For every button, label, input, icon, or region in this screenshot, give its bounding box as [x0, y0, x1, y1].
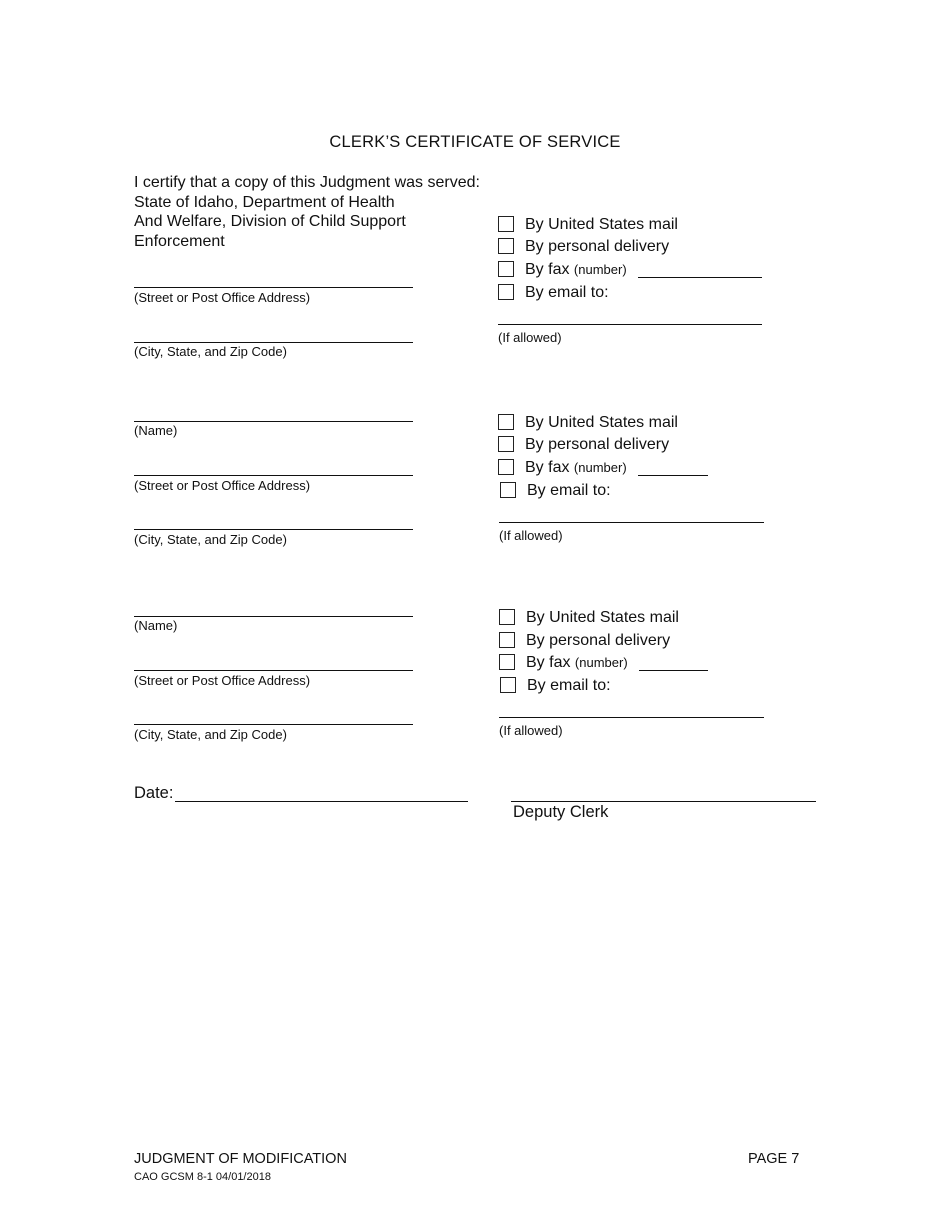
fax-label	[526, 654, 628, 672]
certification-statement	[134, 173, 480, 251]
name-caption: (Name)	[134, 423, 178, 438]
date-line[interactable]	[175, 801, 468, 802]
city-state-zip-caption: (City, State, and Zip Code)	[134, 344, 287, 359]
personal-delivery-label: By personal delivery	[526, 632, 671, 649]
fax-label	[525, 459, 627, 477]
fax-checkbox[interactable]	[498, 459, 514, 475]
street-address-caption: (Street or Post Office Address)	[134, 673, 311, 688]
city-state-zip-line[interactable]	[134, 342, 413, 343]
personal-delivery-checkbox[interactable]	[499, 632, 515, 648]
if-allowed-caption: (If allowed)	[498, 330, 562, 345]
fax-number-caption: (number)	[574, 655, 628, 670]
street-address-line[interactable]	[134, 475, 413, 476]
recipient-line: Enforcement	[134, 232, 225, 250]
fax-text: By fax	[525, 261, 570, 278]
us-mail-label: By United States mail	[525, 414, 678, 431]
email-address-line[interactable]	[499, 522, 764, 523]
fax-checkbox[interactable]	[498, 261, 514, 277]
fax-text: By fax	[525, 459, 570, 476]
street-address-caption: (Street or Post Office Address)	[134, 290, 311, 305]
recipient-line: State of Idaho, Department of Health	[134, 193, 395, 211]
us-mail-checkbox[interactable]	[498, 414, 514, 430]
fax-checkbox[interactable]	[499, 654, 515, 670]
certificate-title: CLERK’S CERTIFICATE OF SERVICE	[329, 133, 621, 151]
recipient-line: And Welfare, Division of Child Support	[134, 213, 406, 230]
city-state-zip-caption: (City, State, and Zip Code)	[134, 727, 287, 742]
page-number: PAGE 7	[748, 1151, 800, 1167]
fax-label	[525, 261, 627, 279]
name-line[interactable]	[134, 616, 413, 617]
city-state-zip-line[interactable]	[134, 529, 413, 530]
certification-lead: I certify that a copy of this Judgment was served:	[134, 174, 480, 191]
street-address-line[interactable]	[134, 670, 413, 671]
email-address-line[interactable]	[499, 717, 764, 718]
email-label: By email to:	[525, 284, 609, 301]
deputy-clerk-label: Deputy Clerk	[513, 803, 609, 821]
deputy-clerk-signature-line[interactable]	[511, 801, 816, 802]
personal-delivery-label: By personal delivery	[525, 238, 670, 255]
if-allowed-caption: (If allowed)	[499, 528, 563, 543]
if-allowed-caption: (If allowed)	[499, 723, 563, 738]
name-line[interactable]	[134, 421, 413, 422]
fax-number-line[interactable]	[638, 475, 708, 476]
us-mail-checkbox[interactable]	[498, 216, 514, 232]
form-code: CAO GCSM 8-1 04/01/2018	[134, 1171, 271, 1183]
us-mail-label: By United States mail	[525, 216, 678, 233]
email-checkbox[interactable]	[500, 677, 516, 693]
fax-number-line[interactable]	[638, 277, 762, 278]
us-mail-label: By United States mail	[526, 609, 679, 626]
street-address-caption: (Street or Post Office Address)	[134, 478, 311, 493]
email-address-line[interactable]	[498, 324, 762, 325]
fax-number-line[interactable]	[639, 670, 708, 671]
personal-delivery-label: By personal delivery	[525, 436, 670, 453]
document-title: JUDGMENT OF MODIFICATION	[134, 1151, 347, 1167]
us-mail-checkbox[interactable]	[499, 609, 515, 625]
personal-delivery-checkbox[interactable]	[498, 436, 514, 452]
email-checkbox[interactable]	[500, 482, 516, 498]
email-label: By email to:	[527, 677, 611, 694]
city-state-zip-caption: (City, State, and Zip Code)	[134, 532, 287, 547]
fax-number-caption: (number)	[573, 262, 627, 277]
street-address-line[interactable]	[134, 287, 413, 288]
email-label: By email to:	[527, 482, 611, 499]
fax-text: By fax	[526, 654, 571, 671]
email-checkbox[interactable]	[498, 284, 514, 300]
city-state-zip-line[interactable]	[134, 724, 413, 725]
name-caption: (Name)	[134, 618, 178, 633]
personal-delivery-checkbox[interactable]	[498, 238, 514, 254]
fax-number-caption: (number)	[573, 460, 627, 475]
date-label: Date:	[134, 784, 174, 802]
